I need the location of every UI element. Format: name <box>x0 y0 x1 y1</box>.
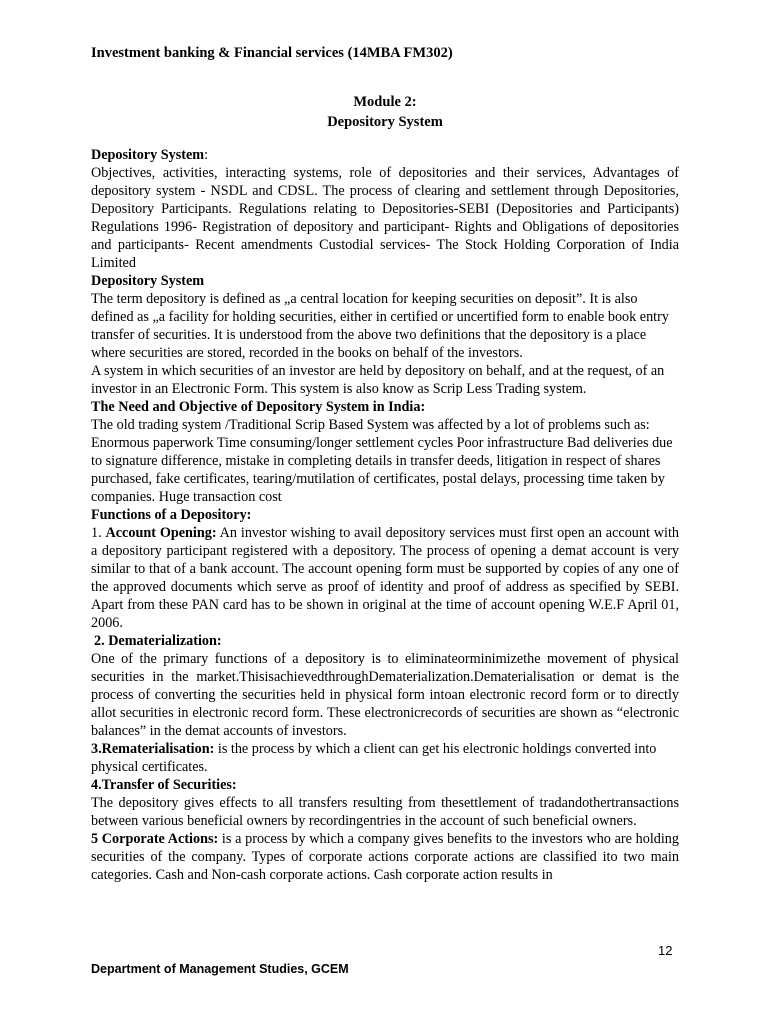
section-heading-depository-system: Depository System <box>91 273 205 289</box>
function-1-label: Account Opening: <box>105 525 217 541</box>
function-2-label: 2. Dematerialization: <box>94 633 222 649</box>
function-1-number: 1. <box>91 525 106 541</box>
function-4-label: 4.Transfer of Securities: <box>91 777 237 793</box>
depository-definition-paragraph: The term depository is defined as „a central location for keeping securities on deposit”. It is also defined as „a facility for holding securities, either in certified or uncertified form to enable book entry transfer of securities. It is understood from the above two definitions that the depository is a place where securities are stored, recorded in the books on behalf of the investors. <box>91 291 669 361</box>
function-account-opening <box>91 524 679 632</box>
intro-colon: : <box>204 147 209 163</box>
function-3-text: is the process by which a client can get his electronic holdings converted into physical certificates. <box>91 741 657 775</box>
footer-department: Department of Management Studies, GCEM <box>91 962 349 976</box>
function-corporate-actions <box>91 830 679 884</box>
module-title: Depository System <box>327 114 443 130</box>
page-number: 12 <box>658 943 673 958</box>
course-header: Investment banking & Financial services (14MBA FM302) <box>91 45 453 61</box>
depository-system-paragraph: A system in which securities of an investor are held by depository on behalf, and at the request, of an investor in an Electronic Form. This system is also know as Scrip Less Trading system. <box>91 363 665 397</box>
function-5-text: is a process by which a company gives benefits to the investors who are holding securities of the company. Types of corporate actions corporate actions are classified ito two main categories. Cash and Non-cash corporate actions. Cash corporate action results in <box>91 831 679 883</box>
document-body <box>91 146 679 884</box>
section-heading-functions: Functions of a Depository: <box>91 507 252 523</box>
intro-label: Depository System <box>91 147 205 163</box>
module-heading <box>0 92 768 132</box>
intro-paragraph <box>91 146 679 272</box>
function-4-text: The depository gives effects to all transfers resulting from thesettlement of tradandothertransactions between various beneficial owners by recordingentries in the account of such beneficial owners. <box>91 795 679 829</box>
section-heading-need-objective: The Need and Objective of Depository System in India: <box>91 399 426 415</box>
function-5-label: 5 Corporate Actions: <box>91 831 219 847</box>
function-rematerialisation <box>91 740 679 776</box>
module-number: Module 2: <box>353 94 417 110</box>
need-objective-paragraph: The old trading system /Traditional Scrip Based System was affected by a lot of problems such as: Enormous paperwork Time consuming/longer settlement cycles Poor infrastructure Bad deliveries due to signature difference, mistake in completing details in transfer deeds, litigation in respect of shares purchased, fake certificates, tearing/mutilation of certificates, postal delays, processing time taken by companies. Huge transaction cost <box>91 417 673 505</box>
function-1-text: An investor wishing to avail depository services must first open an account with a depository participant registered with a depository. The process of opening a demat account is very similar to that of a bank account. The account opening form must be supported by copies of any one of the approved documents which serve as proof of identity and proof of address as specified by SEBI. Apart from these PAN card has to be shown in original at the time of account opening W.E.F April 01, 2006. <box>91 525 680 631</box>
intro-text: Objectives, activities, interacting systems, role of depositories and their services, Advantages of depository system - NSDL and CDSL. The process of clearing and settlement through Depositories, Depository Participants. Regulations relating to Depositories-SEBI (Depositories and Participants) Regulations 1996- Registration of depository and participant- Rights and Obligations of depositories and participants- Recent amendments Custodial services- The Stock Holding Corporation of India Limited <box>91 165 679 271</box>
function-2-text: One of the primary functions of a depository is to eliminateorminimizethe movement of physical securities in the market.ThisisachievedthroughDematerialization.Dematerialisation or demat is the process of converting the securities held in physical form intoan electronic record form or to directly allot securities in electronic record form. These electronicrecords of securities are shown as “electronic balances” in the demat accounts of investors. <box>91 651 679 739</box>
function-3-label: 3.Rematerialisation: <box>91 741 215 757</box>
